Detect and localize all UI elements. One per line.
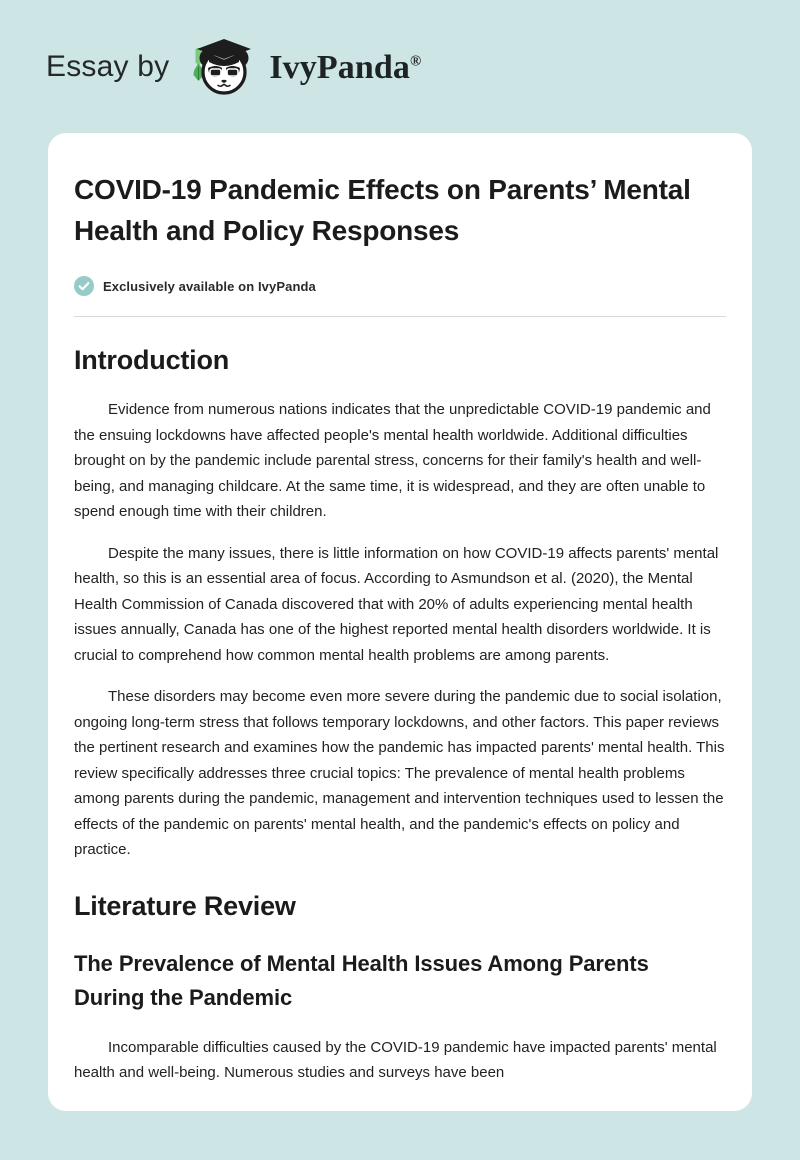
header-divider xyxy=(74,316,726,317)
subsection-heading-prevalence: The Prevalence of Mental Health Issues Among Parents During the Pandemic xyxy=(74,950,649,1010)
panda-graduate-logo-icon xyxy=(185,34,263,100)
essay-by-label: Essay by xyxy=(46,49,170,83)
paragraph: Despite the many issues, there is little information on how COVID-19 affects parents' mental health, so this is an essential area of focus. According to Asmundson et al. (2020), the Mental Health Commission of Canada discovered that with 20% of adults experiencing mental health issues annually, Canada has one of the highest reported mental health disorders worldwide. It is crucial to comprehend how common mental health problems are among parents. xyxy=(74,544,719,664)
paragraph: Evidence from numerous nations indicates that the unpredictable COVID-19 pandemic and the ensuing lockdowns have affected people's mental health worldwide. Additional difficulties brought on by the pandemic include parental stress, concerns for their family's health and well-being, and managing childcare. At the same time, it is widespread, and they are often unable to spend enough time with their children. xyxy=(74,401,711,520)
section-heading-literature-review: Literature Review xyxy=(74,890,296,921)
exclusive-availability-label: Exclusively available on IvyPanda xyxy=(103,278,316,294)
exclusive-availability-badge xyxy=(74,276,726,296)
registered-trademark-symbol: ® xyxy=(409,53,422,70)
section-heading-introduction: Introduction xyxy=(74,345,230,375)
check-circle-icon xyxy=(74,276,94,296)
paragraph: These disorders may become even more severe during the pandemic due to social isolation, ongoing long-term stress that follows temporary lockdowns, and other factors. This paper reviews the pertinent research and examines how the pandemic has impacted parents' mental health. This review specifically addresses three crucial topics: The prevalence of mental health problems among parents during the pandemic, management and intervention techniques used to lessen the effects of the pandemic on parents' mental health, and the pandemic's effects on policy and practice. xyxy=(74,688,725,858)
ivypanda-wordmark xyxy=(269,48,422,86)
page-title: COVID-19 Pandemic Effects on Parents’ Mental Health and Policy Responses xyxy=(74,174,691,246)
essay-card xyxy=(48,133,752,1111)
wordmark-text: IvyPanda xyxy=(269,48,410,86)
essay-card-content xyxy=(74,169,726,1086)
brand-header xyxy=(0,0,800,133)
paragraph: Incomparable difficulties caused by the COVID-19 pandemic have impacted parents' mental health and well-being. Numerous studies and surveys have been xyxy=(74,1038,717,1081)
